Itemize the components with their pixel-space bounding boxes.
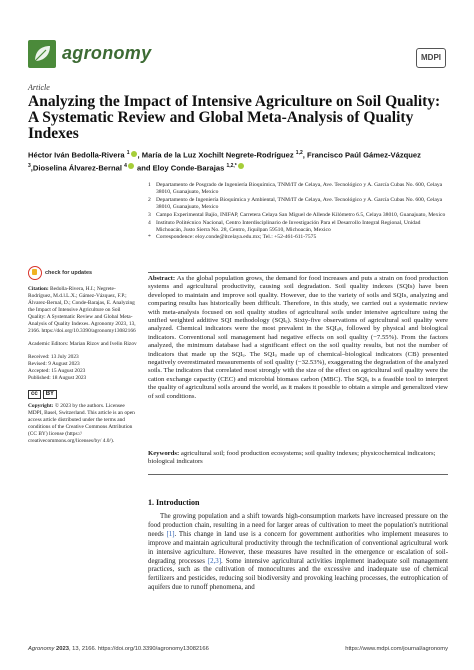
paper-title: Analyzing the Impact of Intensive Agriculture on Soil Quality: A Systematic Review and Global Meta-Analysis of Quality Indexes — [28, 93, 441, 142]
intro-text: . This change in land use is a concern for government authorities who implement measures to improve and maintain agricultural productivity through the technification of conventional agricultural work in intensive agriculture. However, these measures have resulted in the emergence or escalation of soil-degrading processes — [148, 530, 448, 565]
article-sidebar — [28, 266, 138, 445]
editors-names: Marian Rizov and Ivelin Rizov — [69, 341, 137, 347]
abstract-text: As the global population grows, the demand for food increases and puts a strain on food production systems and agricultural productivity, causing soil degradation. Soil quality indexes (SQIs) have been developed to maintain and improve soil quality. However, due to the variety of soils and SQIs, analyzing and comparing results has historically been difficult. Therefore, in this study, we carried out a systematic review with meta-analysis focused on soil quality studies of agricultural soils under intensive agriculture using the unified weighted additive SQI methodology (SQIᵤ). Sixty-five observations of agricultural soil quality were analyzed. Chemical indicators were the most prevalent in the SQIᵤs, followed by physical and biological indicators. Conventional soil management had negative effects on soil quality (−7.55%). From the factors analyzed, the minimum database had a significant effect on the soil quality results, but not the number of indicators that made up the SQIᵤ. The SQIᵤ made up of chemical–biological indicators (CB) presented negatively overestimated measurements of soil quality (−32.53%), exaggerating the degradation of the analyzed soils. The indicators that correlated most strongly with the size of the effect on agricultural soil quality were the cation exchange capacity (CEC) and microbial biomass carbon (MBC). The SQIᵤ is a feasible tool to interpret the quality of agricultural soils around the world, as it makes it possible to obtain a simple and generalized view of soil conditions. — [148, 275, 448, 400]
check-updates-button[interactable] — [28, 266, 138, 280]
section-heading: 1. Introduction — [148, 498, 200, 507]
intro-text: The growing population and a shift towards high-consumption markets have increased pressure on the food production chain, resulting in a need for larger areas of cultivation to meet the population's nutritional needs — [148, 513, 448, 538]
footer-details[interactable]: , 13, 2166. https://doi.org/10.3390/agronomy13082166 — [68, 646, 209, 652]
affiliation-text: Correspondence: eloy.conde@itcelaya.edu.mx; Tel.: +52-461-611-7575 — [156, 234, 317, 241]
affiliation-marker: * — [148, 234, 151, 241]
affiliations — [148, 182, 448, 242]
intro-text: . Some intensive agricultural activities implement inadequate soil management practices, such as the cultivation of monocultures and the excessive and inadequate use of chemical fertilizers and pesticides, reducing soil biodiversity and provoking leaching processes, the eutrophication of aquifers due to runoff phenomena, and — [148, 557, 448, 592]
affiliation-item — [148, 220, 448, 234]
published-date: Published: 18 August 2023 — [28, 375, 87, 381]
affiliation-item — [148, 197, 448, 211]
affiliation-item — [148, 212, 448, 219]
copyright-block — [28, 403, 138, 445]
author-separator: , — [30, 163, 33, 173]
revised-date: Revised: 9 August 2023 — [28, 361, 80, 367]
received-date: Received: 13 July 2023 — [28, 354, 79, 360]
affiliation-text: Departamento de Posgrado de Ingeniería Bioquímica, TNM/IT de Celaya, Ave. Tecnológico y A. García Cubas No. 600, Celaya 38010, Guanajuato, Mexico — [156, 182, 443, 196]
footer-url[interactable]: https://www.mdpi.com/journal/agronomy — [345, 646, 448, 652]
citation-link[interactable]: [1] — [166, 530, 175, 538]
article-type: Article — [28, 83, 50, 92]
author-separator: , — [302, 150, 307, 160]
keywords-text: agricultural soil; food production ecosystems; soil quality indexes; physicochemical indicators; biological indicators — [148, 450, 436, 466]
orcid-icon[interactable] — [131, 151, 137, 157]
footer-journal: Agronomy — [28, 646, 55, 652]
journal-logo — [28, 40, 56, 68]
keywords-label: Keywords: — [148, 450, 180, 457]
orcid-icon[interactable] — [128, 163, 134, 169]
journal-name[interactable]: agronomy — [62, 43, 152, 63]
author-affiliation-mark: 1 — [126, 150, 130, 156]
page-footer — [28, 646, 448, 652]
by-icon: BY — [43, 390, 57, 399]
dates-block — [28, 354, 138, 382]
author-name[interactable]: Eloy Conde-Barajas — [152, 163, 227, 173]
author-name[interactable]: María de la Luz Xochilt Negrete-Rodríguez — [141, 150, 296, 160]
author-name[interactable]: Francisco Paúl Gámez-Vázquez — [306, 150, 421, 160]
keywords-bottom-rule — [148, 474, 448, 475]
leaf-icon — [31, 43, 53, 65]
citation-link[interactable]: [2,3] — [207, 557, 222, 565]
check-updates-icon — [28, 266, 42, 280]
footer-year: 2023 — [56, 646, 69, 652]
author-list — [28, 148, 448, 173]
accepted-date: Accepted: 15 August 2023 — [28, 368, 86, 374]
abstract-top-rule — [148, 272, 448, 273]
author-separator: and — [134, 163, 153, 173]
cc-icon: cc — [28, 390, 41, 399]
author-affiliation-mark: 1,2 — [295, 150, 303, 156]
affiliation-text: Campo Experimental Bajío, INIFAP, Carretera Celaya San Miguel de Allende Kilómetro 6.5, Celaya 38010, Guanajuato, Mexico — [156, 211, 446, 218]
author-name[interactable]: Héctor Iván Bedolla-Rivera — [28, 150, 127, 160]
footer-citation — [28, 646, 209, 652]
author-affiliation-mark: 4 — [124, 162, 127, 169]
check-updates-label: check for updates — [45, 270, 93, 276]
affiliation-marker: 1 — [148, 182, 151, 188]
abstract-label: Abstract: — [148, 275, 176, 282]
keywords — [148, 450, 448, 467]
orcid-icon[interactable] — [238, 163, 244, 169]
author-separator: , — [137, 150, 142, 160]
author-name[interactable]: Dioselina Álvarez-Bernal — [32, 163, 125, 173]
affiliation-text: Instituto Politécnico Nacional, Centro Interdisciplinario de Investigación Para el Desarrollo Integral Regional, Unidad Michoacán, Justo Sierra No. 28, Centro, Jiquilpan 59510, Michoacán, Mexico — [156, 219, 421, 233]
affiliation-item — [148, 234, 448, 241]
copyright-text: © 2023 by the authors. Licensee MDPI, Basel, Switzerland. This article is an open access article distributed under the terms and conditions of the Creative Commons Attribution (CC BY) license (https:// creativecommons.org/licenses/by/ 4.0/). — [28, 403, 135, 444]
affiliation-marker: 2 — [148, 196, 151, 203]
cc-license-badge[interactable] — [28, 390, 138, 399]
editors-label: Academic Editors: — [28, 341, 69, 347]
affiliation-item — [148, 182, 448, 196]
citation-block — [28, 286, 138, 335]
publisher-logo[interactable]: MDPI — [416, 48, 446, 68]
journal-header — [28, 40, 448, 74]
citation-text[interactable]: Bedolla-Rivera, H.I.; Negrete-Rodríguez, M.d.l.L.X.; Gámez-Vázquez, F.P.; Álvarez-Bernal, D.; Conde-Barajas, E. Analyzing the Impact of Intensive Agriculture on Soil Quality: A Systematic Review and Global Meta-Analysis of Quality Indexes. Agronomy 2023, 13, 2166. https://doi.org/10.3390/agronomy13082166 — [28, 286, 136, 334]
affiliation-text: Departamento de Ingeniería Bioquímica y Ambiental, TNM/IT de Celaya, Ave. Tecnológico y A. García Cubas No. 600, Celaya 38010, Guanajuato, Mexico — [156, 196, 443, 211]
copyright-label: Copyright: — [28, 403, 54, 409]
author-affiliation-mark: 3 — [28, 162, 31, 169]
affiliation-marker: 3 — [148, 211, 151, 218]
affiliation-marker: 4 — [148, 219, 151, 226]
abstract — [148, 275, 448, 401]
citation-label: Citation: — [28, 286, 49, 292]
introduction-paragraph — [148, 513, 448, 593]
editors-block — [28, 341, 138, 348]
author-affiliation-mark: 1,2,* — [226, 162, 237, 169]
